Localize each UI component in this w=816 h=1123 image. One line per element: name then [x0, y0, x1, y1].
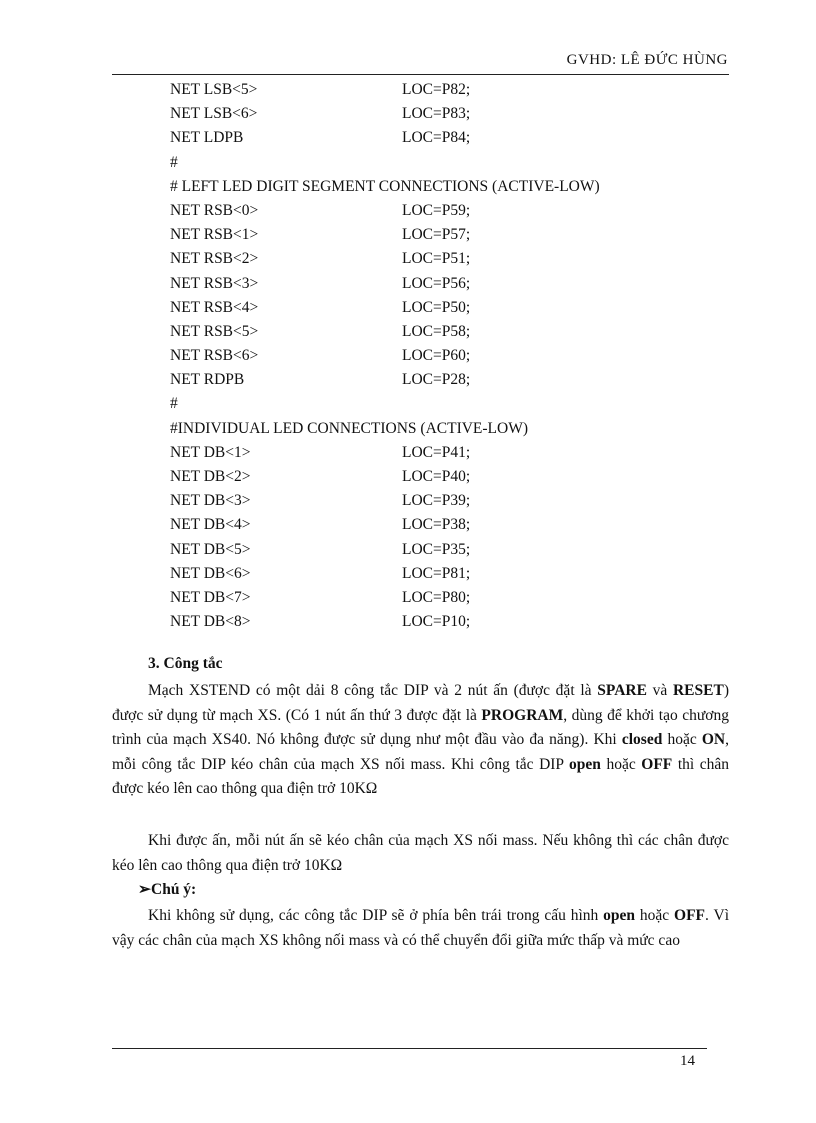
code-net-name: NET LSB<5>	[170, 81, 258, 98]
code-line	[170, 199, 730, 223]
code-loc: LOC=P51;	[402, 250, 471, 268]
code-line	[170, 272, 730, 296]
code-net-name: NET DB<1>	[170, 443, 251, 461]
code-loc: LOC=P59;	[402, 201, 471, 219]
code-net-name: #INDIVIDUAL LED CONNECTIONS (ACTIVE-LOW)	[170, 419, 529, 437]
code-loc: LOC=P35;	[402, 540, 471, 558]
note-label: Chú ý:	[151, 881, 197, 898]
paragraph-switches	[112, 679, 729, 802]
paragraph-note	[112, 904, 729, 953]
code-loc: LOC=P40;	[402, 468, 471, 485]
code-net-name: # LEFT LED DIGIT SEGMENT CONNECTIONS (ACTIVE-LOW)	[170, 177, 600, 195]
code-loc: LOC=P39;	[402, 492, 471, 510]
code-loc: LOC=P60;	[402, 347, 471, 365]
code-loc: LOC=P83;	[402, 105, 471, 123]
code-line	[170, 513, 730, 537]
code-loc: LOC=P28;	[402, 371, 471, 389]
para1-text-7: hoặc	[600, 755, 642, 773]
para1-text-6: , mỗi công tắc DIP kéo chân của mạch XS nối mass. Khi công tắc DIP	[112, 731, 729, 773]
para2-text: Khi được ấn, mỗi nút ấn sẽ kéo chân của mạch XS nối mass. Nếu không thì các chân được kéo lên cao thông qua điện trở 10KΩ	[112, 832, 729, 874]
code-line	[170, 562, 730, 586]
header-rule	[112, 74, 729, 75]
code-line	[170, 392, 730, 416]
code-line	[170, 489, 730, 513]
para1-text-8: thì chân được kéo lên cao thông qua điện trở 10KΩ	[112, 755, 730, 797]
code-line	[170, 586, 730, 610]
para3-bold-off: OFF	[674, 907, 706, 924]
code-line	[170, 344, 730, 368]
code-line	[170, 610, 730, 634]
code-net-name: NET DB<4>	[170, 516, 251, 534]
code-net-name: NET RSB<3>	[170, 274, 259, 292]
code-net-name: NET DB<2>	[170, 468, 251, 485]
page-header: GVHD: LÊ ĐỨC HÙNG	[566, 52, 728, 68]
code-line	[170, 151, 730, 175]
code-listing	[170, 78, 730, 634]
code-net-name: NET RSB<6>	[170, 347, 259, 365]
para1-text-3: ) được sử dụng từ mạch XS. (Có 1 nút ấn thứ 3 được đặt là	[112, 682, 729, 724]
code-line	[170, 247, 730, 271]
code-line	[170, 102, 730, 126]
code-net-name: #	[170, 395, 178, 413]
code-net-name: NET RSB<5>	[170, 322, 259, 340]
code-line	[170, 223, 730, 247]
footer-rule	[112, 1048, 707, 1049]
para1-text-1: Mạch XSTEND có một dải 8 công tắc DIP và 2 nút ấn (được đặt là	[148, 682, 598, 699]
code-line	[170, 296, 730, 320]
code-net-name: NET RSB<0>	[170, 201, 259, 219]
para1-bold-open: open	[569, 755, 601, 773]
code-net-name: NET RSB<1>	[170, 226, 259, 244]
page-number: 14	[680, 1053, 695, 1069]
code-net-name: NET DB<5>	[170, 540, 251, 558]
code-line	[170, 175, 730, 199]
code-line	[170, 417, 730, 441]
code-loc: LOC=P41;	[402, 443, 471, 461]
para1-text-4: , dùng để khởi tạo chương trình của mạch XS40. Nó không được sử dụng như một đầu vào đa năng). Khi	[112, 706, 729, 748]
code-net-name: #	[170, 153, 178, 171]
code-net-name: NET DB<7>	[170, 588, 251, 606]
para1-bold-closed: closed	[621, 731, 663, 748]
code-loc: LOC=P50;	[402, 298, 471, 316]
code-line	[170, 368, 730, 392]
code-line	[170, 126, 730, 150]
arrow-bullet-icon: ➢	[138, 881, 151, 898]
para1-bold-spare: SPARE	[597, 682, 647, 699]
para1-bold-program: PROGRAM	[481, 706, 564, 724]
code-net-name: NET DB<8>	[170, 613, 251, 631]
code-line	[170, 441, 730, 465]
para1-bold-on: ON	[701, 731, 726, 748]
code-loc: LOC=P81;	[402, 564, 471, 582]
code-net-name: NET RSB<2>	[170, 250, 259, 268]
code-line	[170, 320, 730, 344]
code-loc: LOC=P56;	[402, 274, 471, 292]
code-loc: LOC=P10;	[402, 613, 471, 631]
code-line	[170, 538, 730, 562]
section-number: 3.	[148, 655, 160, 672]
code-loc: LOC=P84;	[402, 129, 471, 147]
code-loc: LOC=P82;	[402, 81, 471, 98]
section-title	[148, 655, 222, 673]
code-loc: LOC=P80;	[402, 588, 471, 606]
code-loc: LOC=P38;	[402, 516, 471, 534]
note-heading	[138, 880, 196, 899]
code-net-name: NET RSB<4>	[170, 298, 259, 316]
code-net-name: NET RDPB	[170, 371, 245, 389]
code-net-name: NET LDPB	[170, 129, 244, 147]
section-title-text: Công tắc	[163, 655, 223, 672]
para3-text-2: hoặc	[635, 907, 675, 924]
para1-text-2: và	[646, 682, 673, 699]
para1-bold-off: OFF	[641, 755, 673, 773]
code-line	[170, 465, 730, 489]
para1-text-5: hoặc	[662, 731, 702, 748]
para3-text-1: Khi không sử dụng, các công tắc DIP sẽ ở phía bên trái trong cấu hình	[148, 907, 604, 924]
code-line	[170, 78, 730, 102]
code-loc: LOC=P58;	[402, 322, 471, 340]
para1-bold-reset: RESET	[672, 682, 724, 699]
code-net-name: NET DB<6>	[170, 564, 251, 582]
code-net-name: NET DB<3>	[170, 492, 251, 510]
para3-text-3: . Vì vậy các chân của mạch XS không nối mass và có thể chuyển đổi giữa mức thấp và mức cao	[112, 907, 729, 949]
paragraph-buttons	[112, 829, 729, 878]
code-net-name: NET LSB<6>	[170, 105, 258, 123]
code-loc: LOC=P57;	[402, 226, 471, 244]
para3-bold-open: open	[603, 907, 636, 924]
